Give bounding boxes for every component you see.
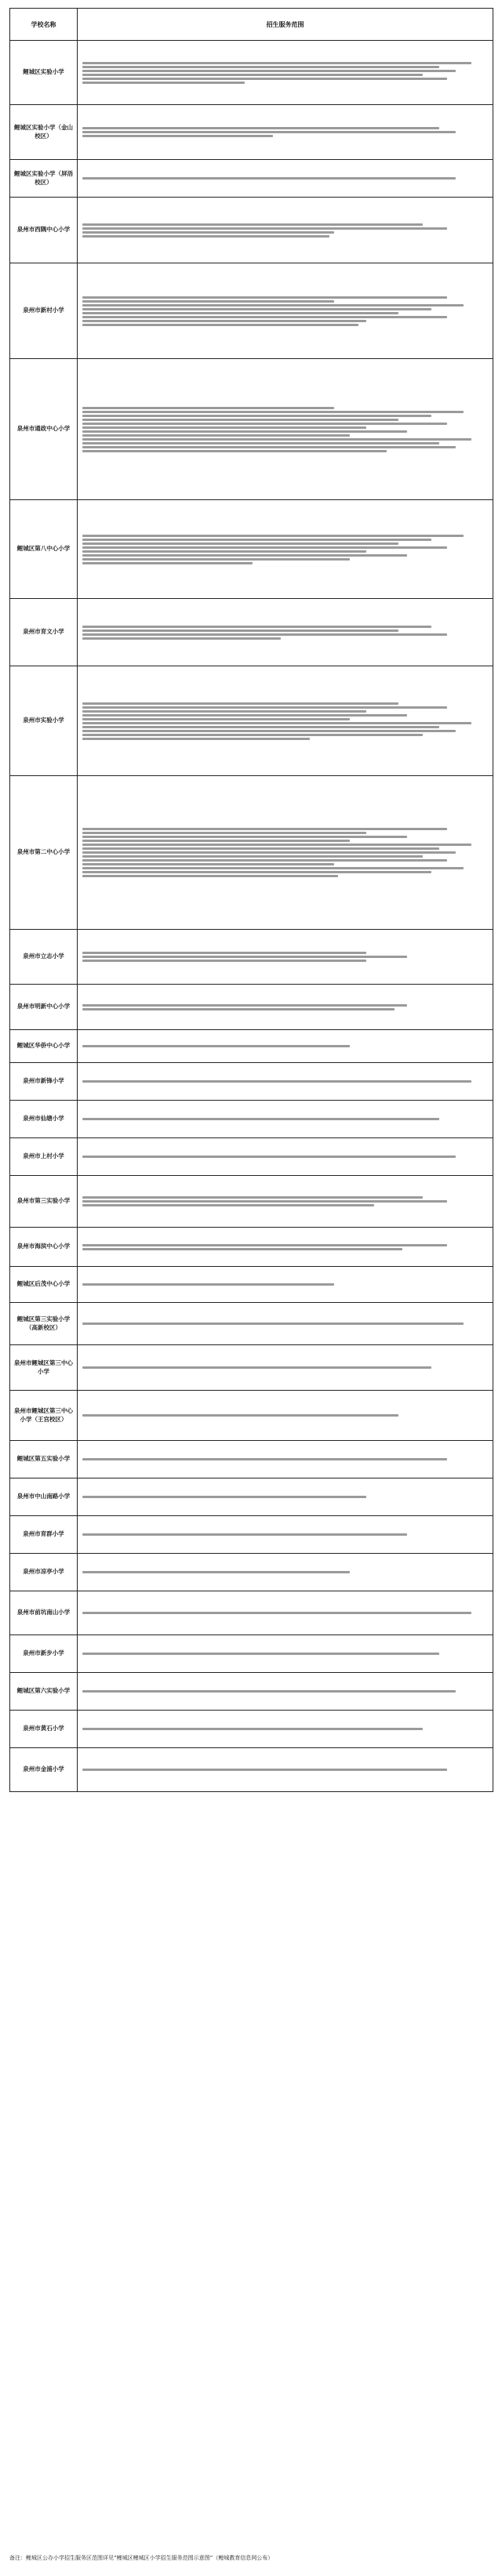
enrollment-scope	[78, 1478, 493, 1516]
enrollment-scope	[78, 666, 493, 776]
enrollment-scope	[78, 1228, 493, 1267]
scope-text-line	[82, 1200, 447, 1203]
scope-text-block	[82, 535, 488, 564]
scope-text-line	[82, 629, 398, 632]
table-row	[10, 500, 493, 599]
school-name: 泉州市凉亭小学	[10, 1554, 78, 1591]
table-row	[10, 985, 493, 1030]
footer-note: 备注：鲤城区公办小学招生服务区范围详见“鲤城区鲤城区小学招生服务范围示意图”（鲤城教育信息网公布）	[9, 2555, 274, 2561]
scope-text-line	[82, 415, 431, 417]
scope-text-line	[82, 828, 447, 830]
scope-text-line	[82, 734, 423, 736]
school-name: 泉州市仙塘小学	[10, 1101, 78, 1138]
enrollment-scope	[78, 985, 493, 1030]
school-name: 鲤城区华侨中心小学	[10, 1030, 78, 1063]
scope-text-line	[82, 1204, 374, 1206]
scope-text-line	[82, 438, 471, 441]
scope-text-line	[82, 78, 447, 80]
scope-text-line	[82, 223, 423, 226]
scope-text-block	[82, 1080, 488, 1083]
enrollment-scope	[78, 1748, 493, 1792]
table-row	[10, 1441, 493, 1478]
enrollment-scope	[78, 1591, 493, 1635]
scope-text-block	[82, 1690, 488, 1693]
scope-text-line	[82, 867, 464, 869]
scope-text-line	[82, 62, 471, 64]
enrollment-table	[9, 8, 493, 1792]
table-row	[10, 41, 493, 105]
scope-text-line	[82, 844, 471, 846]
scope-text-line	[82, 296, 447, 299]
school-name: 泉州市西隅中心小学	[10, 198, 78, 263]
scope-text-line	[82, 66, 439, 68]
school-name: 鲤城区第五实验小学	[10, 1441, 78, 1478]
scope-text-line	[82, 446, 456, 448]
scope-text-line	[82, 320, 366, 322]
scope-text-line	[82, 714, 407, 717]
scope-text-block	[82, 626, 488, 640]
scope-text-line	[82, 177, 456, 180]
table-row	[10, 1554, 493, 1591]
enrollment-scope	[78, 1267, 493, 1303]
scope-text-line	[82, 1769, 447, 1771]
scope-text-line	[82, 82, 245, 84]
scope-text-line	[82, 855, 423, 858]
scope-text-line	[82, 1690, 456, 1693]
table-row	[10, 1516, 493, 1554]
scope-text-line	[82, 1612, 471, 1614]
scope-text-line	[82, 419, 398, 421]
scope-text-line	[82, 1496, 366, 1498]
school-name: 泉州市金浦小学	[10, 1748, 78, 1792]
scope-text-line	[82, 542, 398, 545]
scope-text-line	[82, 300, 334, 303]
table-row	[10, 1228, 493, 1267]
table-row	[10, 1478, 493, 1516]
scope-text-line	[82, 558, 350, 561]
school-name: 鲤城区后茂中心小学	[10, 1267, 78, 1303]
scope-text-line	[82, 1533, 407, 1536]
scope-text-line	[82, 840, 350, 842]
header-school-name: 学校名称	[10, 9, 78, 41]
scope-text-line	[82, 710, 366, 713]
scope-text-line	[82, 1248, 402, 1250]
scope-text-line	[82, 637, 281, 640]
table-row	[10, 599, 493, 666]
school-name: 泉州市新村小学	[10, 263, 78, 359]
scope-text-line	[82, 324, 358, 326]
scope-text-line	[82, 1244, 447, 1246]
table-row	[10, 666, 493, 776]
scope-text-block	[82, 1045, 488, 1047]
scope-text-line	[82, 722, 471, 724]
scope-text-line	[82, 730, 456, 732]
scope-text-line	[82, 952, 366, 954]
enrollment-scope	[78, 1391, 493, 1441]
school-name: 鲤城区实验小学	[10, 41, 78, 105]
enrollment-scope	[78, 1673, 493, 1711]
scope-text-block	[82, 177, 488, 180]
scope-text-line	[82, 434, 350, 437]
scope-text-block	[82, 952, 488, 962]
school-name: 泉州市前坑南山小学	[10, 1591, 78, 1635]
scope-text-line	[82, 871, 431, 873]
enrollment-scope	[78, 1516, 493, 1554]
scope-text-line	[82, 863, 334, 865]
scope-text-line	[82, 316, 447, 318]
table-row	[10, 1063, 493, 1101]
scope-text-line	[82, 304, 464, 307]
school-name: 泉州市中山南路小学	[10, 1478, 78, 1516]
scope-text-block	[82, 62, 488, 84]
school-name: 泉州市新步小学	[10, 1635, 78, 1673]
scope-text-block	[82, 1769, 488, 1771]
scope-text-line	[82, 1653, 439, 1655]
scope-text-block	[82, 702, 488, 740]
scope-text-line	[82, 127, 439, 129]
enrollment-scope	[78, 1554, 493, 1591]
scope-text-line	[82, 738, 310, 740]
enrollment-scope	[78, 1441, 493, 1478]
scope-text-line	[82, 726, 439, 728]
school-name: 泉州市新锋小学	[10, 1063, 78, 1101]
scope-text-line	[82, 1156, 456, 1158]
scope-text-line	[82, 1004, 407, 1007]
school-name: 泉州市立志小学	[10, 930, 78, 985]
scope-text-block	[82, 223, 488, 238]
enrollment-scope	[78, 359, 493, 500]
table-row	[10, 1711, 493, 1748]
scope-text-block	[82, 1414, 488, 1417]
scope-text-block	[82, 828, 488, 877]
scope-text-line	[82, 231, 334, 234]
scope-text-line	[82, 227, 447, 230]
table-row	[10, 1303, 493, 1345]
school-name: 鲤城区第八中心小学	[10, 500, 78, 599]
scope-text-line	[82, 1322, 464, 1325]
school-name: 鲤城区第六实验小学	[10, 1673, 78, 1711]
scope-text-line	[82, 450, 387, 452]
scope-text-line	[82, 718, 350, 720]
school-name: 鲤城区实验小学（金山校区）	[10, 105, 78, 160]
scope-text-line	[82, 859, 447, 862]
scope-text-block	[82, 1533, 488, 1536]
scope-text-line	[82, 706, 447, 709]
enrollment-scope	[78, 105, 493, 160]
scope-text-line	[82, 535, 464, 537]
school-name: 泉州市明新中心小学	[10, 985, 78, 1030]
scope-text-line	[82, 960, 366, 962]
table-row	[10, 263, 493, 359]
table-row	[10, 1138, 493, 1176]
table-row	[10, 1673, 493, 1711]
school-name: 泉州市第三实验小学	[10, 1176, 78, 1228]
scope-text-line	[82, 836, 407, 838]
scope-text-line	[82, 633, 447, 636]
enrollment-scope	[78, 599, 493, 666]
school-name: 泉州市海滨中心小学	[10, 1228, 78, 1267]
enrollment-scope	[78, 198, 493, 263]
scope-text-block	[82, 1283, 488, 1286]
enrollment-scope	[78, 1030, 493, 1063]
scope-text-line	[82, 1458, 447, 1460]
scope-text-line	[82, 407, 334, 409]
table-row	[10, 1635, 493, 1673]
scope-text-block	[82, 1118, 488, 1120]
enrollment-scope	[78, 1711, 493, 1748]
scope-text-block	[82, 1728, 488, 1730]
table-row	[10, 1030, 493, 1063]
scope-text-block	[82, 1244, 488, 1250]
scope-text-line	[82, 1366, 431, 1369]
scope-text-line	[82, 562, 253, 564]
scope-text-line	[82, 426, 366, 429]
scope-text-line	[82, 626, 431, 628]
scope-text-line	[82, 832, 366, 834]
scope-text-line	[82, 442, 439, 444]
scope-text-line	[82, 956, 407, 958]
enrollment-scope	[78, 1101, 493, 1138]
scope-text-line	[82, 131, 456, 133]
table-row	[10, 198, 493, 263]
table-row	[10, 1101, 493, 1138]
scope-text-line	[82, 1045, 350, 1047]
scope-text-line	[82, 1571, 350, 1573]
scope-text-line	[82, 70, 456, 72]
scope-text-line	[82, 875, 338, 877]
scope-text-line	[82, 1196, 423, 1199]
enrollment-scope	[78, 1303, 493, 1345]
scope-text-line	[82, 851, 456, 854]
header-enrollment-scope: 招生服务范围	[78, 9, 493, 41]
scope-text-line	[82, 74, 423, 76]
table-row	[10, 1748, 493, 1792]
school-name: 泉州市育群小学	[10, 1516, 78, 1554]
enrollment-scope	[78, 1176, 493, 1228]
table-row	[10, 160, 493, 198]
enrollment-scope	[78, 1635, 493, 1673]
scope-text-block	[82, 1366, 488, 1369]
scope-text-line	[82, 847, 439, 850]
scope-text-line	[82, 235, 329, 238]
scope-text-block	[82, 407, 488, 452]
school-name: 泉州市上村小学	[10, 1138, 78, 1176]
enrollment-scope	[78, 41, 493, 105]
table-row	[10, 1267, 493, 1303]
scope-text-line	[82, 1080, 471, 1083]
enrollment-scope	[78, 160, 493, 198]
enrollment-scope	[78, 1063, 493, 1101]
table-row	[10, 1176, 493, 1228]
school-name: 泉州市鲤城区第三中心小学（王宫校区）	[10, 1391, 78, 1441]
school-name: 泉州市鲤城区第三中心小学	[10, 1345, 78, 1391]
enrollment-scope	[78, 500, 493, 599]
school-name: 泉州市第二中心小学	[10, 776, 78, 930]
scope-text-line	[82, 702, 398, 705]
scope-text-block	[82, 296, 488, 326]
school-name: 鲤城区第三实验小学（高新校区）	[10, 1303, 78, 1345]
scope-text-block	[82, 1156, 488, 1158]
table-row	[10, 930, 493, 985]
table-header-row	[10, 9, 493, 41]
enrollment-scope	[78, 930, 493, 985]
table-row	[10, 1591, 493, 1635]
table-row	[10, 359, 493, 500]
scope-text-block	[82, 127, 488, 137]
scope-text-line	[82, 1118, 439, 1120]
scope-text-line	[82, 554, 407, 557]
scope-text-line	[82, 430, 407, 433]
table-row	[10, 1345, 493, 1391]
scope-text-block	[82, 1612, 488, 1614]
scope-text-line	[82, 312, 398, 314]
scope-text-block	[82, 1458, 488, 1460]
school-name: 泉州市通政中心小学	[10, 359, 78, 500]
scope-text-line	[82, 1008, 395, 1010]
scope-text-block	[82, 1571, 488, 1573]
enrollment-scope	[78, 1345, 493, 1391]
school-name: 泉州市实验小学	[10, 666, 78, 776]
table-row	[10, 1391, 493, 1441]
scope-text-line	[82, 550, 366, 553]
scope-text-line	[82, 1728, 423, 1730]
enrollment-scope	[78, 776, 493, 930]
scope-text-block	[82, 1322, 488, 1325]
school-name: 泉州市黄石小学	[10, 1711, 78, 1748]
scope-text-line	[82, 1414, 398, 1417]
scope-text-block	[82, 1004, 488, 1010]
scope-text-line	[82, 411, 464, 413]
school-name: 泉州市育文小学	[10, 599, 78, 666]
enrollment-scope	[78, 1138, 493, 1176]
scope-text-block	[82, 1653, 488, 1655]
scope-text-line	[82, 135, 273, 137]
school-name: 鲤城区实验小学（屏浯校区）	[10, 160, 78, 198]
scope-text-block	[82, 1196, 488, 1206]
scope-text-line	[82, 308, 431, 310]
enrollment-scope	[78, 263, 493, 359]
scope-text-line	[82, 539, 431, 541]
scope-text-line	[82, 1283, 334, 1286]
scope-text-line	[82, 423, 447, 425]
scope-text-line	[82, 546, 447, 549]
scope-text-block	[82, 1496, 488, 1498]
table-row	[10, 776, 493, 930]
table-row	[10, 105, 493, 160]
